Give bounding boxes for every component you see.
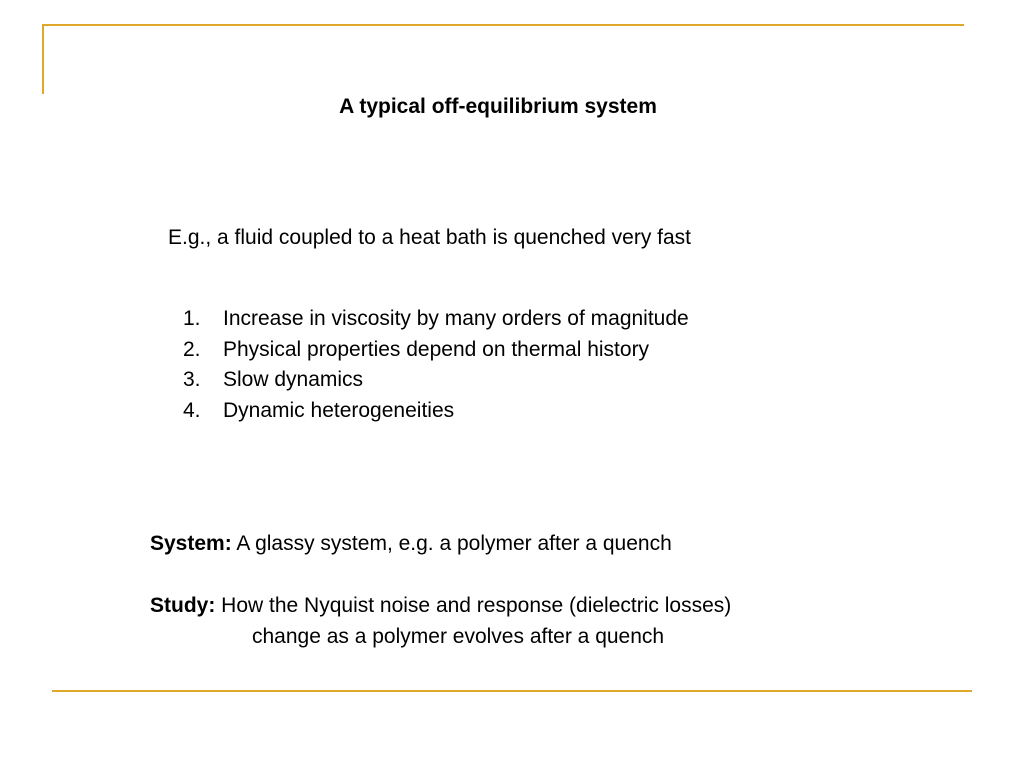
list-item bbox=[183, 335, 689, 366]
study-label: Study: bbox=[150, 594, 216, 617]
list-number: 3. bbox=[183, 368, 201, 391]
list-text: Slow dynamics bbox=[223, 368, 364, 391]
left-border-line bbox=[42, 24, 44, 94]
list-item bbox=[183, 396, 689, 427]
numbered-list bbox=[183, 304, 689, 426]
study-text: How the Nyquist noise and response (dielectric losses) bbox=[221, 594, 732, 617]
list-text: Increase in viscosity by many orders of magnitude bbox=[223, 307, 689, 330]
bottom-border-line bbox=[52, 690, 972, 692]
list-number: 1. bbox=[183, 307, 201, 330]
list-text: Dynamic heterogeneities bbox=[223, 398, 455, 422]
system-paragraph bbox=[150, 528, 672, 559]
system-label: System: bbox=[150, 532, 232, 555]
list-text: Physical properties depend on thermal history bbox=[223, 337, 650, 361]
top-border-line bbox=[42, 24, 964, 26]
slide-title: A typical off-equilibrium system bbox=[339, 95, 657, 118]
intro-text: E.g., a fluid coupled to a heat bath is quenched very fast bbox=[168, 226, 692, 249]
system-text: A glassy system, e.g. a polymer after a quench bbox=[236, 532, 672, 555]
list-number: 4. bbox=[183, 398, 201, 422]
list-item bbox=[183, 304, 689, 335]
study-continuation: change as a polymer evolves after a quench bbox=[252, 625, 665, 648]
list-number: 2. bbox=[183, 337, 201, 361]
study-paragraph bbox=[150, 590, 731, 621]
list-item bbox=[183, 365, 689, 396]
